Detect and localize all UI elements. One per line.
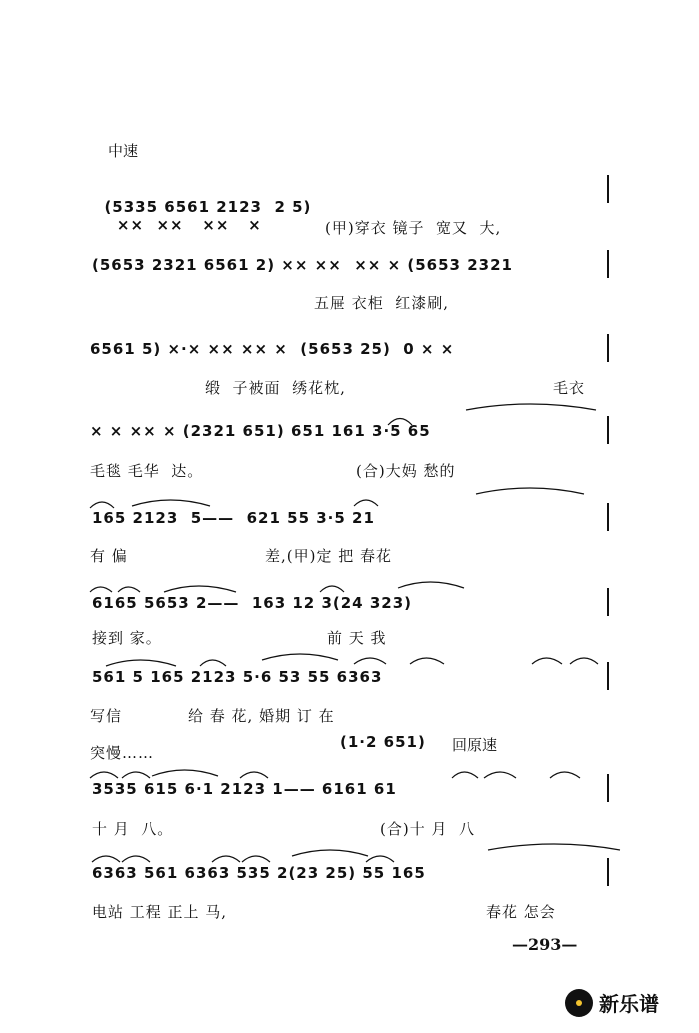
slur (354, 658, 386, 664)
lyric-line: 有 偏 (90, 547, 128, 565)
notation-line: 6165 5653 2—— 163 12 3(24 323) (92, 594, 413, 612)
slur (354, 500, 378, 506)
slur (452, 772, 478, 778)
slur (242, 856, 270, 862)
slur (90, 772, 118, 778)
slur (488, 844, 620, 850)
lyric-line: (合)十 月 八 (380, 820, 476, 838)
lyric-line: 缎 子被面 绣花枕, (205, 379, 346, 397)
notation-line: 3535 615 6·1 2123 1—— 6161 61 (92, 780, 397, 798)
slur (320, 586, 344, 592)
slur (212, 856, 240, 862)
notation-text: (5335 6561 2123 2 5) (104, 198, 312, 216)
lyric-line: 五屉 衣柜 红漆刷, (314, 294, 450, 312)
slur (476, 488, 584, 494)
slur (532, 658, 562, 664)
slur (164, 586, 236, 592)
lyric-line: 十 月 八。 (92, 820, 174, 838)
lyric-line: (甲)穿衣 镜子 宽又 大, (325, 219, 502, 237)
slur (122, 856, 150, 862)
slur (262, 654, 338, 660)
slur (570, 658, 598, 664)
lyric-line: 差,(甲)定 把 春花 (265, 547, 393, 565)
notation-line: 6561 5) ×·× ×× ×× × (5653 25) 0 × × (90, 340, 455, 358)
slur (240, 772, 268, 778)
slur (466, 404, 596, 410)
lyric-line: 毛毯 毛华 达。 (90, 462, 204, 480)
slur (106, 660, 176, 666)
notation-line: 165 2123 5—— 621 55 3·5 21 (92, 509, 375, 527)
notation-line: 561 5 165 2123 5·6 53 55 6363 (92, 668, 383, 686)
notation-line: (1·2 651) (340, 733, 426, 751)
lyric-line: 电站 工程 正上 马, (92, 903, 228, 921)
slur (484, 772, 516, 778)
watermark-logo (565, 988, 659, 1017)
slur (292, 850, 368, 856)
lyric-line: 突慢…… (90, 744, 155, 762)
slur (152, 770, 218, 776)
tempo-marking: 中速 (108, 142, 139, 160)
slur (366, 856, 394, 862)
slur (118, 587, 140, 592)
lyric-line: 写信 (90, 707, 123, 725)
page-number: —293— (512, 935, 578, 954)
slur (200, 660, 226, 666)
slur (122, 772, 150, 778)
slur (398, 582, 464, 588)
vinyl-disc-icon (565, 989, 593, 1017)
slur (388, 419, 412, 426)
rest-marks: ×× ×× ×× × (104, 216, 262, 234)
notation-line: × × ×× × (2321 651) 651 161 3·5 65 (90, 422, 431, 440)
lyric-line: 春花 怎会 (486, 903, 556, 921)
slur (90, 587, 112, 592)
tempo-marking: 回原速 (452, 736, 498, 754)
notation-line: 6363 561 6363 535 2(23 25) 55 165 (92, 864, 426, 882)
slur (132, 500, 210, 506)
slur (410, 658, 444, 664)
lyric-line: 接到 家。 (92, 629, 162, 647)
lyric-line: 前 天 我 (327, 629, 387, 647)
slur (92, 856, 120, 862)
lyric-line: 给 春 花, 婚期 订 在 (188, 707, 335, 725)
watermark-text: 新乐谱 (599, 992, 659, 1016)
notation-line: (5653 2321 6561 2) ×× ×× ×× × (5653 2321 (92, 256, 513, 274)
lyric-line: 毛衣 (553, 379, 586, 397)
lyric-line: (合)大妈 愁的 (356, 462, 456, 480)
slur (90, 502, 114, 508)
slur (550, 772, 580, 778)
